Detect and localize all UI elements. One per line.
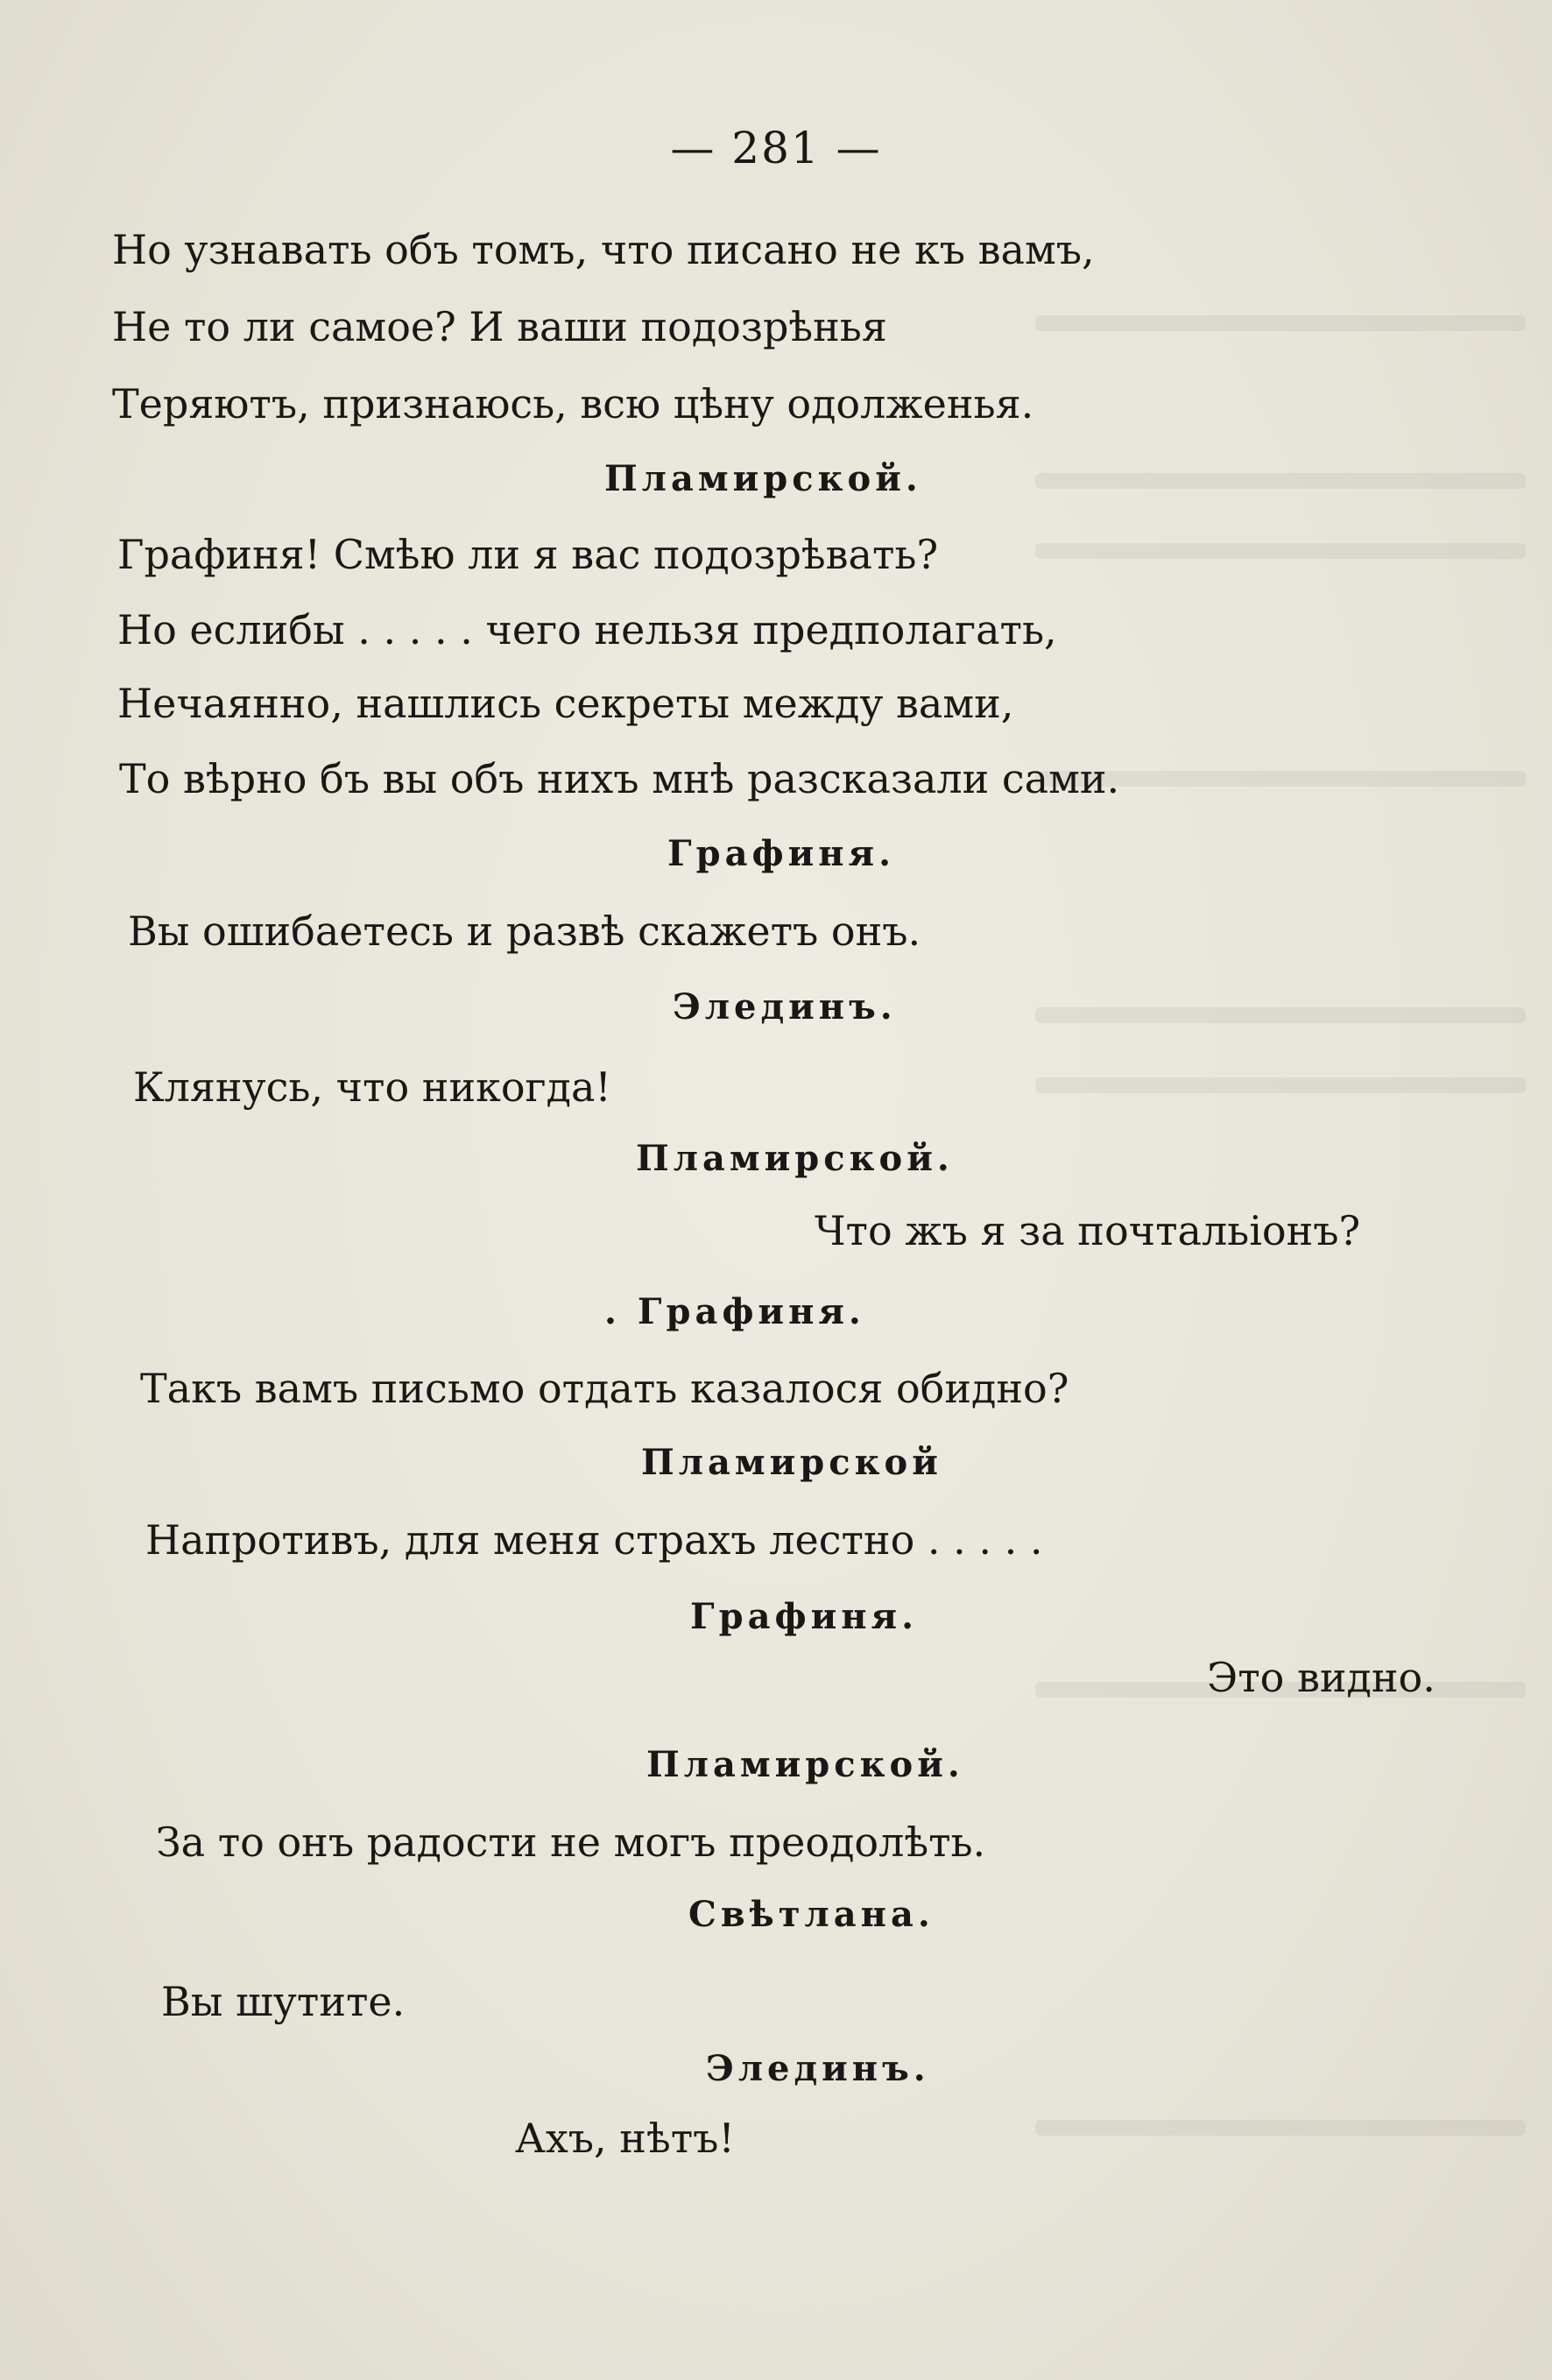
verse-line: Теряютъ, признаюсь, всю цѣну одолженья. (112, 380, 1034, 427)
verse-line: Клянусь, что никогда! (133, 1063, 611, 1111)
verse-line: Напротивъ, для меня страхъ лестно . . . . . (145, 1516, 1043, 1564)
speaker-name: Графиня. (667, 833, 895, 874)
speaker-name: . Графиня. (604, 1291, 865, 1332)
verse-line: Графиня! Смѣю ли я вас подозрѣвать? (117, 531, 939, 578)
show-through (1035, 315, 1526, 331)
show-through (1035, 473, 1526, 489)
speaker-name: Свѣтлана. (688, 1894, 935, 1935)
verse-line: Это видно. (1207, 1654, 1436, 1701)
show-through (1035, 1007, 1526, 1023)
verse-line: Что жъ я за почтальіонъ? (815, 1207, 1361, 1254)
show-through (1035, 543, 1526, 559)
speaker-name: Элединъ. (706, 2048, 930, 2089)
verse-line: То вѣрно бъ вы объ нихъ мнѣ разсказали сами. (119, 755, 1120, 802)
verse-line: Нечаянно, нашлись секреты между вами, (117, 680, 1014, 727)
speaker-name: Элединъ. (673, 986, 897, 1028)
speaker-name: Пламирской. (646, 1744, 964, 1785)
verse-line: Но еслибы . . . . . чего нельзя предполагать, (117, 606, 1057, 653)
verse-line: Вы шутите. (161, 1978, 406, 2025)
speaker-name: Графиня. (690, 1596, 918, 1637)
verse-line: Ахъ, нѣтъ! (515, 2115, 735, 2162)
verse-line: Такъ вамъ письмо отдать казалося обидно? (140, 1365, 1069, 1412)
speaker-name: Пламирской. (604, 458, 922, 499)
page-number: — 281 — (670, 123, 882, 173)
verse-line: Но узнавать объ томъ, что писано не къ вамъ, (112, 226, 1095, 273)
speaker-name: Пламирской (641, 1442, 942, 1483)
show-through (1035, 2120, 1526, 2136)
show-through (1035, 1077, 1526, 1093)
verse-line: Вы ошибаетесь и развѣ скажетъ онъ. (128, 908, 921, 955)
verse-line: За то онъ радости не могъ преодолѣть. (156, 1819, 986, 1866)
verse-line: Не то ли самое? И ваши подозрѣнья (112, 303, 887, 350)
speaker-name: Пламирской. (636, 1138, 954, 1179)
